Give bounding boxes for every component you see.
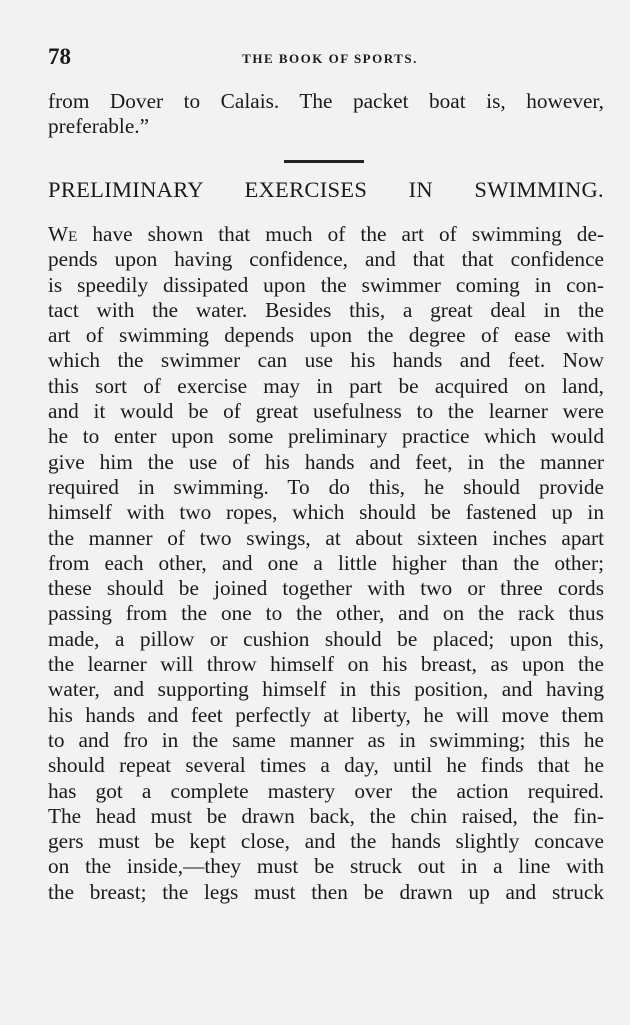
smallcap-letters: E [68, 229, 78, 245]
text-line: is speedily dissipated upon the swimmer coming in con- [48, 272, 604, 297]
text-line: preferable.” [48, 114, 150, 139]
text-line: the breast; the legs must then be drawn up and struck [48, 879, 604, 904]
section-divider-rule [284, 160, 364, 163]
previous-paragraph [48, 89, 604, 140]
page-number: 78 [48, 44, 71, 69]
text-line: gers must be kept close, and the hands slightly concave [48, 829, 604, 854]
text-line: and it would be of great usefulness to the learner were [48, 399, 604, 424]
running-title: THE BOOK OF SPORTS. [242, 51, 418, 66]
text-line: to and fro in the same manner as in swimming; this he [48, 727, 604, 752]
text-line: from Dover to Calais. The packet boat is, however, [48, 89, 604, 113]
text-line: on the inside,—they must be struck out in a line with [48, 854, 604, 879]
text-line: tact with the water. Besides this, a great deal in the [48, 297, 604, 322]
first-line-text: have shown that much of the art of swimming de- [77, 222, 604, 246]
text-line: has got a complete mastery over the action required. [48, 778, 604, 803]
text-line: the manner of two swings, at about sixteen inches apart [48, 525, 604, 550]
text-line: The head must be drawn back, the chin raised, the fin- [48, 803, 604, 828]
text-line: pends upon having confidence, and that that confidence [48, 247, 604, 272]
text-line: he to enter upon some preliminary practice which would [48, 424, 604, 449]
text-line: his hands and feet perfectly at liberty, he will move them [48, 702, 604, 727]
text-line: from each other, and one a little higher than the other; [48, 550, 604, 575]
text-line-first [48, 222, 604, 247]
text-line: made, a pillow or cushion should be placed; upon this, [48, 626, 604, 651]
text-line: these should be joined together with two or three cords [48, 576, 604, 601]
section-heading: PRELIMINARY EXERCISES IN SWIMMING. [48, 177, 604, 202]
text-line: himself with two ropes, which should be fastened up in [48, 500, 604, 525]
section-body-paragraph [48, 222, 604, 905]
text-line: water, and supporting himself in this position, and having [48, 677, 604, 702]
text-line: which the swimmer can use his hands and feet. Now [48, 348, 604, 373]
dropcap-letter: W [48, 222, 69, 246]
text-line: the learner will throw himself on his breast, as upon the [48, 652, 604, 677]
text-line: give him the use of his hands and feet, in the manner [48, 449, 604, 474]
text-line: this sort of exercise may in part be acquired on land, [48, 373, 604, 398]
text-line: should repeat several times a day, until he finds that he [48, 753, 604, 778]
text-line: passing from the one to the other, and on the rack thus [48, 601, 604, 626]
text-line: art of swimming depends upon the degree of ease with [48, 323, 604, 348]
text-line: required in swimming. To do this, he should provide [48, 474, 604, 499]
